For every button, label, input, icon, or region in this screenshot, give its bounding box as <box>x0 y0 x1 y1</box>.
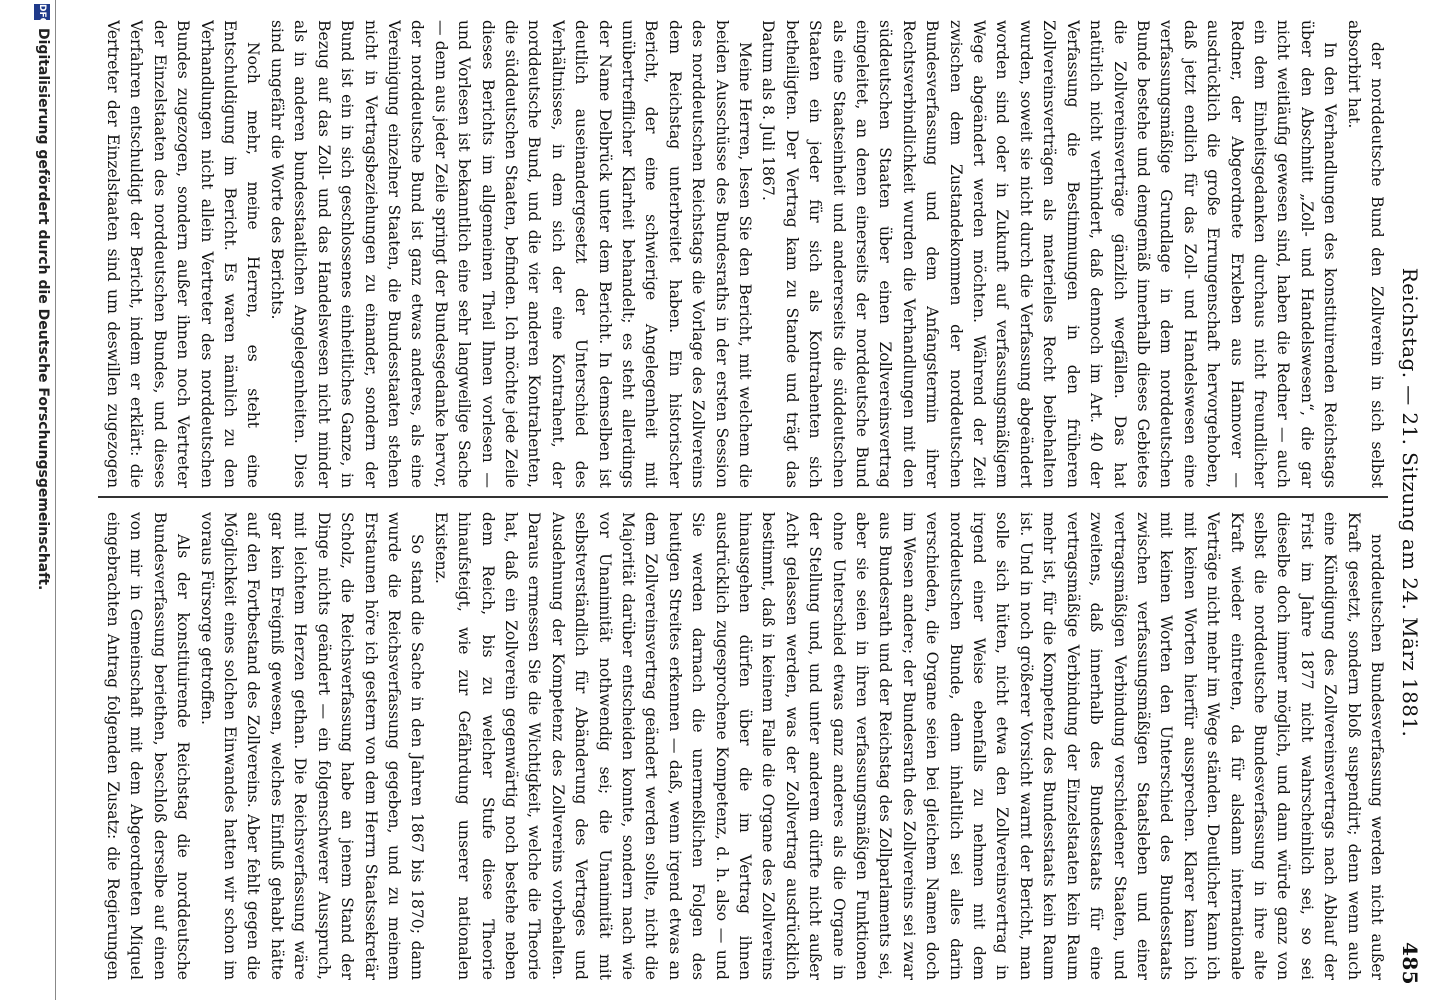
paragraph: Meine Herren, lesen Sie den Bericht, mit welchem die beiden Ausschüsse des Bundesraths in der ersten Session des norddeutschen Reichstags die Vorlage des Zollvereins dem Reichstag unterbreitet haben. Ein historischer Bericht, der eine schwierige Angelegenheit mit unübertrefflicher Klarheit behandelt; es steht allerdings der Name Delbrück unter dem Bericht. In demselben ist deutlich auseinandergesetzt der Unterschied des Verhältnisses, in dem sich der eine Kontrahent, der norddeutsche Bund, und die vier anderen Kontrahenten, die süddeutschen Staaten, befinden. Ich möchte jede Zeile dieses Berichts im allgemeinen Theil Ihnen vorlesen — und Vorlesen ist bekanntlich eine sehr langweilige Sache — denn aus jeder Zeile springt der Bundesgedanke hervor, der norddeutsche Bund ist ganz etwas anderes, als eine Vereinigung einzelner Staaten, die Bundesstaaten stehen nicht in Vertragsbeziehungen zu einander, sondern der Bund ist ein in sich geschlossenes einheitliches Ganze, in Bezug auf das Zoll- und das Handelswesen nicht minder als in anderen bundesstaatlichen Angelegenheiten. Dies sind ungefähr die Worte des Berichts. <box>267 20 755 488</box>
page-number: 485 <box>1398 942 1422 985</box>
column-divider <box>98 496 1388 498</box>
page-header <box>1392 20 1426 985</box>
running-head: Reichstag. — 21. Sitzung am 24. März 1881. <box>1398 267 1422 738</box>
paragraph: Noch mehr, meine Herren, es steht eine Entschuldigung im Bericht. Es waren nämlich zu den Verhandlungen nicht allein Vertreter des norddeutschen Bundes zugezogen, sondern außer ihnen noch Vertreter der Einzelstaaten des norddeutschen Bundes, und dieses Verfahren entschuldigt der Bericht, indem er erklärt: die Vertreter der Einzelstaaten sind um deswillen zugezogen <box>104 20 263 488</box>
paragraph: So stand die Sache in den Jahren 1867 bis 1870; dann wurde die Reichsverfassung gegeben, und zu meinem Erstaunen höre ich gestern von dem Herrn Staatssekretär Scholz, die Reichsverfassung habe an jenem Stand der Dinge nichts geändert — ein folgenschwerer Ausspruch, mit leichtem Herzen gethan. Die Reichsverfassung wäre gar kein Ereigniß gewesen, welches Einfluß gehabt hätte auf den Fortbestand des Zollvereins. Aber fehlt gegen die Möglichkeit eines solchen Einwandes hatten wir schon im voraus Fürsorge getroffen. <box>197 512 427 980</box>
text-column-left <box>98 20 1388 488</box>
paragraph: der norddeutsche Bund den Zollverein in sich selbst absorbirt hat. <box>1344 20 1386 488</box>
paragraph: norddeutschen Bundesverfassung werden nicht außer Kraft gesetzt, sondern bloß suspendirt; denn wenn auch eine Kündigung des Zollvereinsvertrags nach Ablauf der Frist im Jahre 1877 nicht wahrscheinlich sei, so sei dieselbe doch immer möglich, und dann würde ganz von selbst die norddeutsche Bundesverfassung in ihre alte Kraft wieder eintreten, da für alsdann internationale Verträge nicht mehr im Wege ständen. Deutlicher kann ich mit keinen Worten hierfür aussprechen. Klarer kann ich mit keinen Worten den Unterschied des Bundesstaats zwischen verfassungsmäßigen Staatsleben und einer vertragsmäßigen Verbindung verschiedener Staaten, und zweitens, daß innerhalb des Bundesstaats für eine vertragsmäßige Verbindung der Einzelstaaten kein Raum mehr ist, für die Kompetenz des Bundesstaats kein Raum ist. Und in noch größerer Vorsicht warnt der Bericht, man solle sich hüten, nicht etwa den Zollvereinsvertrag in irgend einer Weise ebenfalls zu nehmen mit dem norddeutschen Bunde, denn inhaltlich sei alles darin verschieden, die Organe seien bei gleichem Namen doch im Wesen andere; der Bundesrath des Zollvereins sei zwar aus Bundesrath und der Reichstag des Zollparlaments sei, aber sie seien in ihren verfassungsmäßigen Funktionen ohne Unterschied etwas ganz anderes als die Organe in der Stellung und, und unter anderem dürfte nicht außer Acht gelassen werden, was der Zollvertrag ausdrücklich bestimmt, daß in keinem Falle die Organe des Zollvereins hinausgehen dürfen über die im Vertrag ihnen ausdrücklich zugesprochene Kompetenz, d. h. also — und Sie werden darnach die unermeßlichen Folgen des heutigen Streites erkennen — daß, wenn irgend etwas an dem Zollvereinsvertrag geändert werden sollte, nicht die Majorität darüber entscheiden konnte, sondern nach wie vor Unanimität nothwendig sei; die Unanimität mit selbstverständlich für Abänderung des Vertrages und Ausdehnung der Kompetenz des Zollvereins vorbehalten. Daraus ermessen Sie die Wichtigkeit, welche die Theorie hat, daß ein Zollverein gegenwärtig noch bestehe neben dem Reich, bis zu welcher Stufe diese Theorie hinaufsteigt, wie zur Gefährdung unserer nationalen Existenz. <box>431 512 1386 980</box>
text-column-right <box>98 512 1388 980</box>
paragraph: In den Verhandlungen des konstituirenden Reichstags über den Abschnitt „Zoll- und Handelswesen“, die gar nicht weitläufig gewesen sind, haben die Redner — auch ein dem Einheitsgedanken durchaus nicht freundlicher Redner, der Abgeordnete Erxleben aus Hannover — ausdrücklich die große Errungenschaft hervorgehoben, daß jetzt endlich für das Zoll- und Handelswesen eine verfassungsmäßige Grundlage in dem norddeutschen Bunde bestehe und demgemäß innerhalb dieses Gebietes die Zollvereinsverträge gänzlich wegfällen. Das hat natürlich nicht verhindert, daß dennoch im Art. 40 der Verfassung die Bestimmungen in den früheren Zollvereinsverträgen als materielles Recht beibehalten wurden, soweit sie nicht durch die Verfassung abgeändert worden sind oder in Zukunft auf verfassungsmäßigem Wege abgeändert werden möchten. Während der Zeit zwischen dem Zustandekommen der norddeutschen Bundesverfassung und dem Anfangstermin ihrer Rechtsverbindlichkeit wurden die Verhandlungen mit den süddeutschen Staaten über einen Zollvereinsvertrag eingeleitet, an denen einerseits der norddeutsche Bund als eine Staatseinheit und andererseits die süddeutschen Staaten ein jeder für sich als Kontrahenten sich betheiligten. Der Vertrag kam zu Stande und trägt das Datum als 8. Juli 1867. <box>759 20 1340 488</box>
digitization-footer <box>26 0 56 1000</box>
scanned-page <box>22 0 1432 1000</box>
digitization-credit: Digitalisierung gefördert durch die Deutsche Forschungsgemeinschaft. <box>35 28 51 591</box>
footer-rule <box>55 0 56 1000</box>
paragraph: Als der konstituirende Reichstag die norddeutsche Bundesverfassung beriethen, beschloß derselbe auf einen von mir in Gemeinschaft mit dem Abgeordneten Miquel eingebrachten Antrag folgenden Zusatz: die Regierungen <box>104 512 193 980</box>
dfg-logo-icon: DFG <box>34 4 50 20</box>
